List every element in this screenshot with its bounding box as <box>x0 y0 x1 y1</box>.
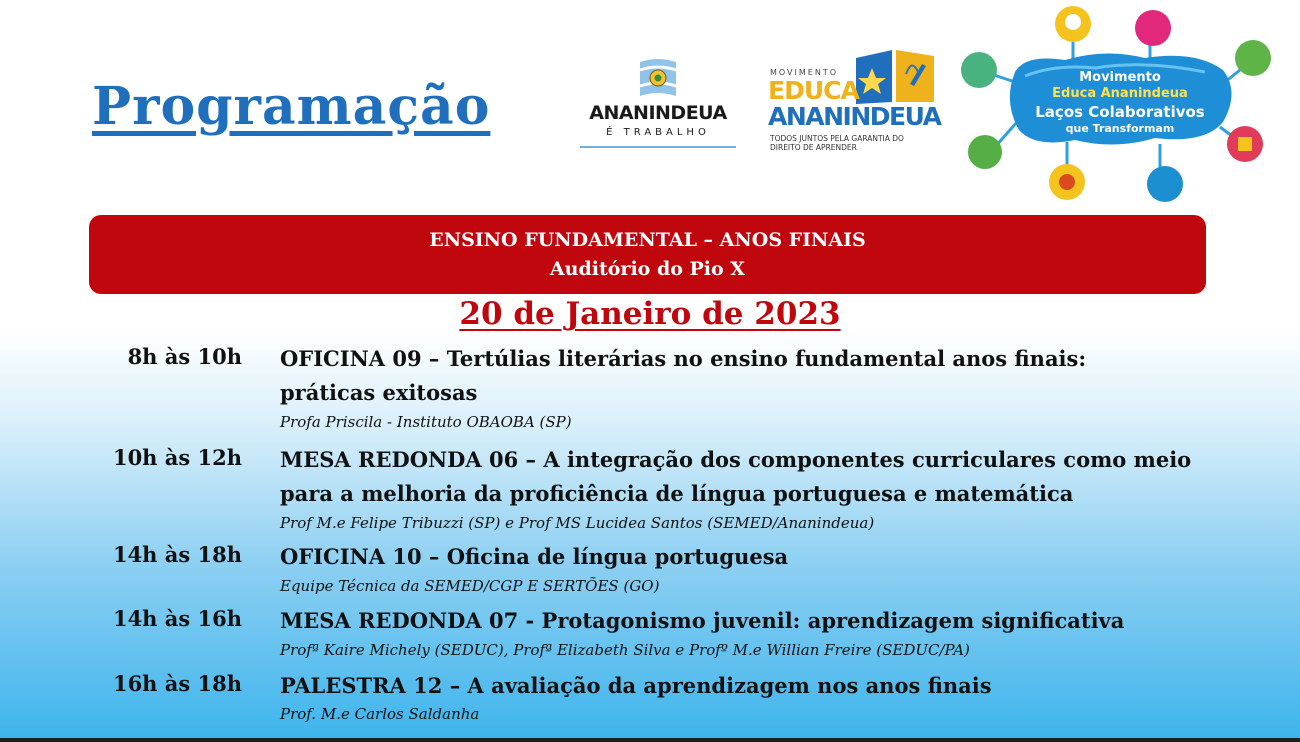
lacos-line4: que Transformam <box>1065 122 1175 135</box>
schedule-speaker: Prof M.e Felipe Tribuzzi (SP) e Prof MS Lucidea Santos (SEMED/Ananindeua) <box>280 514 875 532</box>
schedule-title: PALESTRA 12 – A avaliação da aprendizagem nos anos finais <box>280 673 992 698</box>
logo-movement-tagline: TODOS JUNTOS PELA GARANTIA DO DIREITO DE APRENDER <box>770 134 904 152</box>
lacos-colaborativos-logo <box>955 2 1285 207</box>
logo-movement-word1: EDUCA <box>768 76 859 105</box>
schedule-time: 14h às 16h <box>112 606 242 631</box>
lacos-line2: Educa Ananindeua <box>1052 86 1188 101</box>
section-banner <box>89 215 1206 294</box>
educa-ananindeua-logo <box>768 44 941 164</box>
schedule-title: MESA REDONDA 06 – A integração dos componentes curriculares como meio para a melhoria da proficiência de língua portuguesa e matemática <box>280 447 1192 506</box>
bottom-border <box>0 738 1300 742</box>
schedule-title: OFICINA 09 – Tertúlias literárias no ensino fundamental anos finais: práticas exitosas <box>280 346 1087 405</box>
municipal-flag-icon <box>636 56 680 100</box>
schedule-time: 14h às 18h <box>112 542 242 567</box>
page-title: Programação <box>92 76 491 137</box>
ananindeua-logo <box>578 44 738 154</box>
schedule-time: 16h às 18h <box>112 671 242 696</box>
logo-movement-top: MOVIMENTO <box>770 68 839 77</box>
logo-municipal-tagline: É TRABALHO <box>606 127 710 138</box>
schedule-title: MESA REDONDA 07 - Protagonismo juvenil: aprendizagem significativa <box>280 608 1125 633</box>
event-date: 20 de Janeiro de 2023 <box>459 296 841 332</box>
lacos-line1: Movimento <box>1079 70 1161 85</box>
schedule-speaker: Prof. M.e Carlos Saldanha <box>280 705 480 723</box>
banner-venue: Auditório do Pio X <box>549 258 746 280</box>
logo-municipal-name: ANANINDEUA <box>589 102 727 124</box>
open-book-icon <box>852 44 938 106</box>
logo-divider <box>580 146 736 148</box>
schedule-speaker: Profª Kaire Michely (SEDUC), Profª Elizabeth Silva e Profº M.e Willian Freire (SEDUC/PA) <box>280 641 970 659</box>
schedule-speaker: Equipe Técnica da SEMED/CGP E SERTÕES (GO) <box>280 577 660 595</box>
schedule-title: OFICINA 10 – Oficina de língua portuguesa <box>280 544 789 569</box>
schedule-time: 10h às 12h <box>112 445 242 470</box>
logo-movement-word2: ANANINDEUA <box>768 102 941 131</box>
schedule-speaker: Profa Priscila - Instituto OBAOBA (SP) <box>280 413 572 431</box>
schedule-time: 8h às 10h <box>127 344 242 369</box>
banner-level: ENSINO FUNDAMENTAL – ANOS FINAIS <box>429 229 866 251</box>
lacos-line3: Laços Colaborativos <box>1035 103 1205 121</box>
